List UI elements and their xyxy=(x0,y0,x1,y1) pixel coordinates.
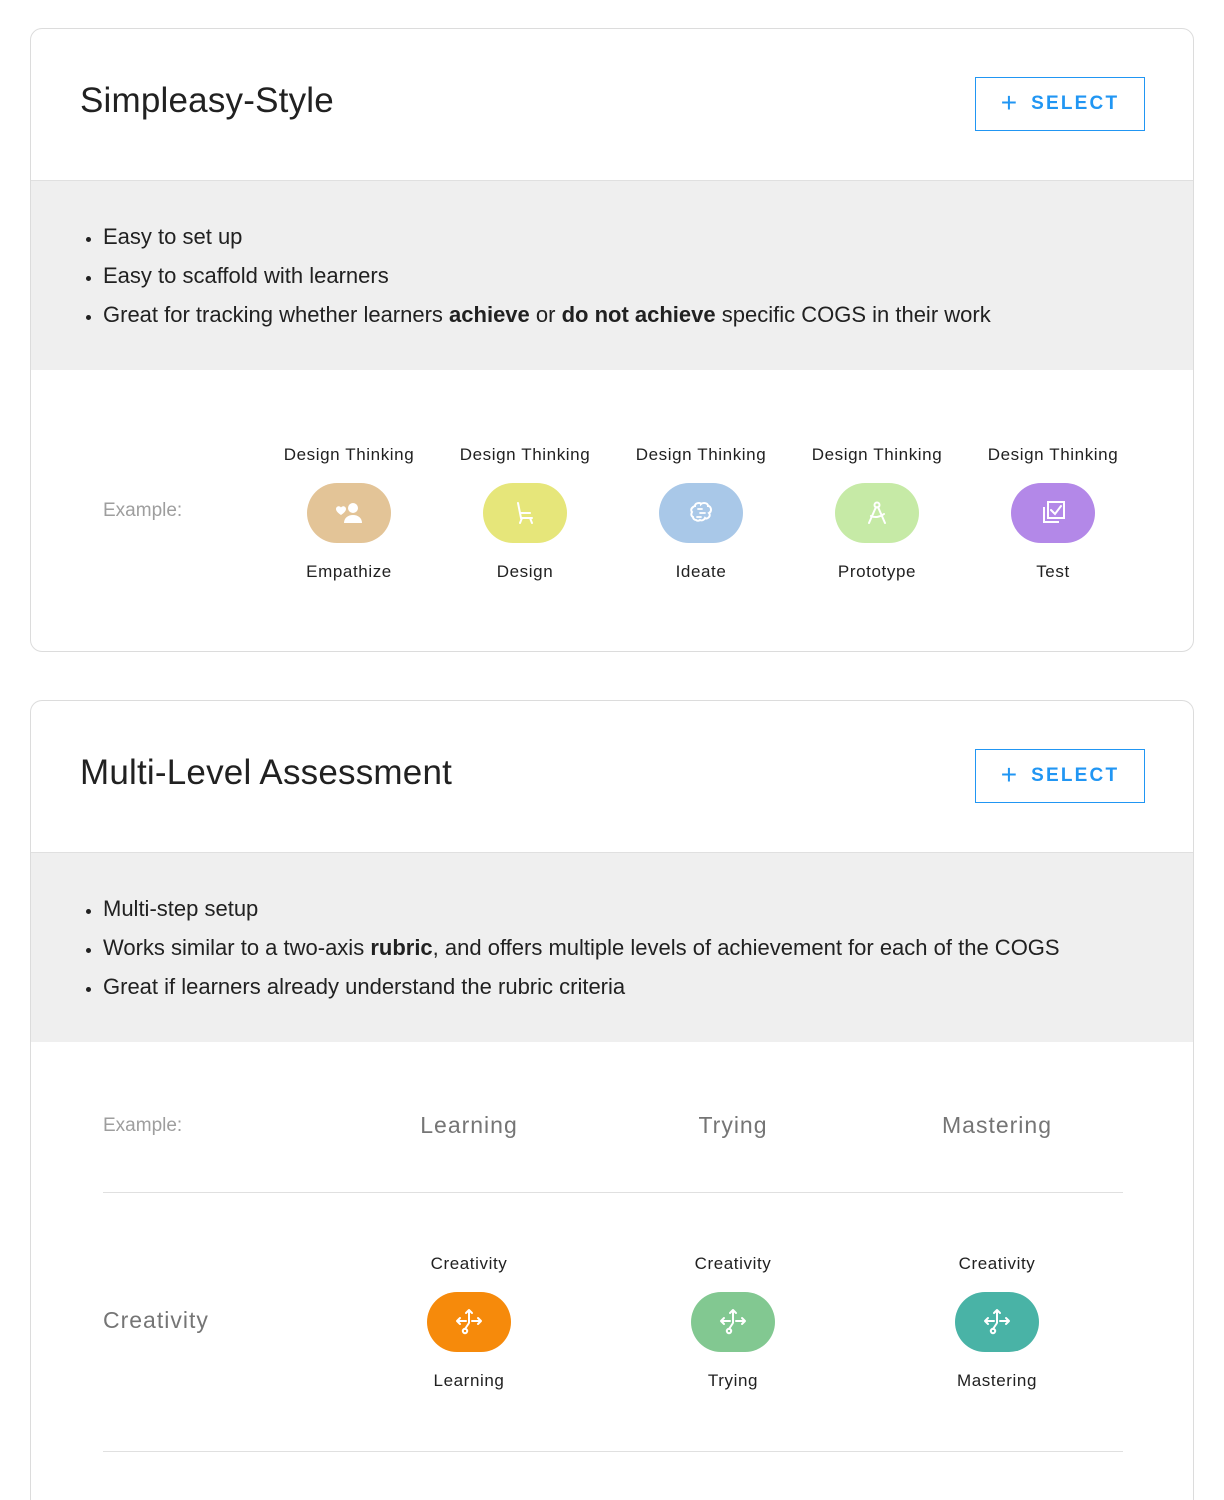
select-button[interactable] xyxy=(975,749,1145,803)
cog-badge-ideate xyxy=(613,445,789,582)
feature-item: • Multi-step setup xyxy=(103,889,1193,928)
cog-name: Test xyxy=(1036,562,1070,581)
cog-pill xyxy=(483,483,567,543)
divider xyxy=(103,1192,1123,1193)
example-label: Example: xyxy=(103,1115,183,1136)
cog-badge-test xyxy=(965,445,1141,582)
level-header-mastering: Mastering xyxy=(942,1112,1052,1138)
simpleasy-style-card xyxy=(30,28,1194,652)
cog-badge-mastering xyxy=(909,1254,1085,1391)
example-section xyxy=(31,1042,1193,1500)
select-label: SELECT xyxy=(1031,93,1120,114)
chair-icon xyxy=(508,496,542,530)
select-button[interactable] xyxy=(975,77,1145,131)
feature-list-panel xyxy=(31,181,1193,370)
cog-category: Design Thinking xyxy=(987,445,1119,464)
card-title: Simpleasy-Style xyxy=(80,81,334,120)
cog-badge-trying xyxy=(645,1254,821,1391)
cog-category: Creativity xyxy=(694,1254,772,1273)
level-header-trying: Trying xyxy=(698,1112,768,1138)
cog-category: Design Thinking xyxy=(811,445,943,464)
cog-category: Creativity xyxy=(430,1254,508,1273)
row-label: Creativity xyxy=(103,1307,209,1333)
cog-category: Design Thinking xyxy=(283,445,415,464)
cog-name: Learning xyxy=(433,1371,505,1390)
card-header xyxy=(31,29,1193,181)
feature-item: • Great if learners already understand the rubric criteria xyxy=(103,967,1193,1006)
person-heart-icon xyxy=(332,496,366,530)
cog-name: Ideate xyxy=(675,562,727,581)
feature-item: • Works similar to a two-axis rubric, and offers multiple levels of achievement for each of the COGS xyxy=(103,928,1193,967)
feature-list-panel xyxy=(31,853,1193,1042)
arrows-icon xyxy=(980,1305,1014,1339)
card-title: Multi-Level Assessment xyxy=(80,753,453,792)
feature-item: • Easy to scaffold with learners xyxy=(103,256,1193,295)
select-label: SELECT xyxy=(1031,765,1120,786)
plus-icon: + xyxy=(1000,758,1018,790)
feature-list xyxy=(31,889,1193,1006)
arrows-icon xyxy=(452,1305,486,1339)
cog-pill xyxy=(955,1292,1039,1352)
cog-name: Empathize xyxy=(306,562,392,581)
cog-pill xyxy=(691,1292,775,1352)
cog-pill xyxy=(307,483,391,543)
cog-category: Design Thinking xyxy=(635,445,767,464)
cog-pill xyxy=(835,483,919,543)
cog-badge-prototype xyxy=(789,445,965,582)
cog-pill xyxy=(427,1292,511,1352)
plus-icon: + xyxy=(1000,86,1018,118)
brain-icon xyxy=(684,496,718,530)
cog-category: Design Thinking xyxy=(459,445,591,464)
multi-level-assessment-card xyxy=(30,700,1194,1500)
cog-name: Prototype xyxy=(837,562,917,581)
level-header-learning: Learning xyxy=(420,1112,518,1138)
cog-pill xyxy=(1011,483,1095,543)
card-header xyxy=(31,701,1193,853)
cog-name: Trying xyxy=(707,1371,759,1390)
compass-icon xyxy=(860,496,894,530)
feature-item: • Easy to set up xyxy=(103,217,1193,256)
feature-item: • Great for tracking whether learners achieve or do not achieve specific COGS in their work xyxy=(103,295,1193,334)
example-section xyxy=(31,370,1193,652)
cog-category: Creativity xyxy=(958,1254,1036,1273)
example-label: Example: xyxy=(103,500,183,521)
arrows-icon xyxy=(716,1305,750,1339)
feature-list xyxy=(31,217,1193,334)
cog-name: Design xyxy=(496,562,554,581)
cog-badge-design xyxy=(437,445,613,582)
cog-pill xyxy=(659,483,743,543)
cog-badge-learning xyxy=(381,1254,557,1391)
checklist-icon xyxy=(1036,496,1070,530)
cog-name: Mastering xyxy=(956,1371,1038,1390)
cog-badge-empathize xyxy=(261,445,437,582)
divider xyxy=(103,1451,1123,1452)
